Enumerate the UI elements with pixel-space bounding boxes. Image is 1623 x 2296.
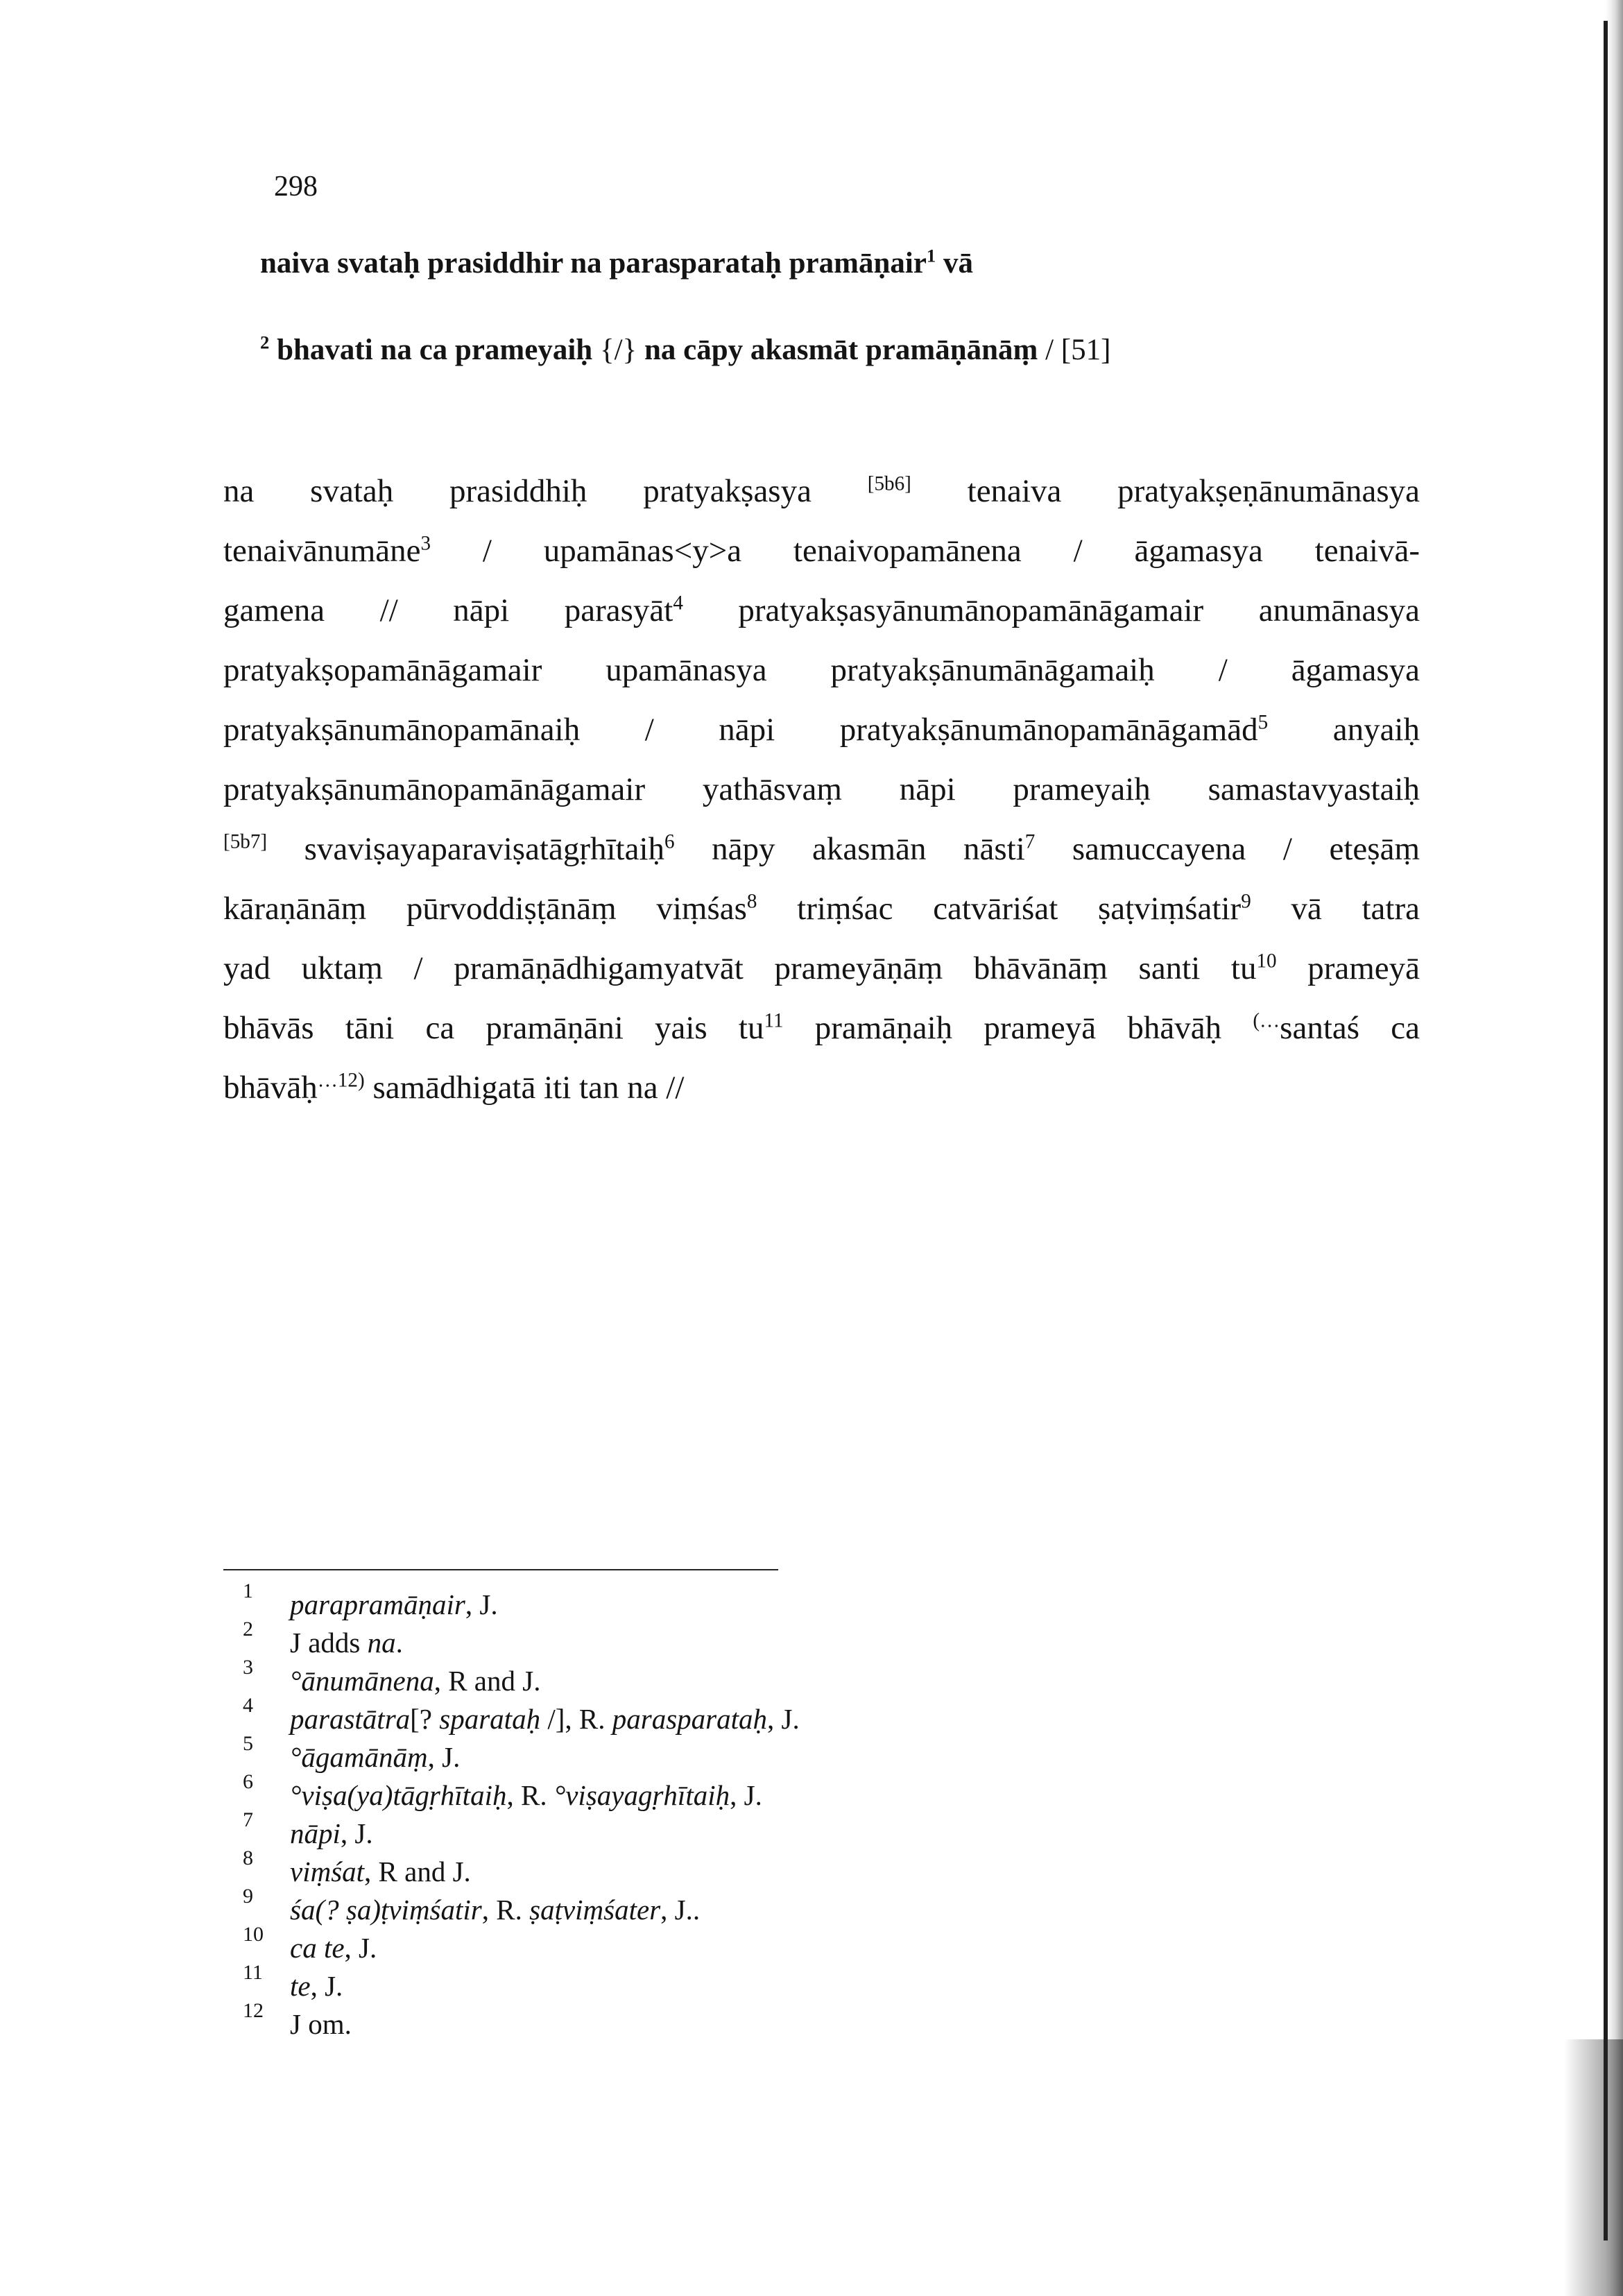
commentary-paragraph xyxy=(223,461,1420,1117)
footnote-marker: 10 xyxy=(1256,950,1277,973)
folio-marker: [5b6] xyxy=(867,472,911,495)
commentary-line: yad uktaṃ / pramāṇādhigamyatvāt prameyāṇāṃ bhāvānāṃ santi $tu^{10}$ prameyā xyxy=(223,950,1420,986)
footnote: 1 parapramāṇair, J. xyxy=(243,1582,1214,1620)
commentary-line: bhāvās tāni ca pramāṇāni yais $tu^{11}$ pramāṇaiḥ prameyā bhāvāḥ (…santaś ca xyxy=(223,1009,1420,1046)
commentary-line: bhāvāḥ$^{\dots 12)}$ samādhigatā iti tan na // xyxy=(223,1069,685,1106)
footnote: 4 parastātra[? sparataḥ /], R. parasparataḥ, J. xyxy=(243,1696,1214,1734)
commentary-line: [5b7] svaviṣayaparaviṣatāgṛhītaiḥ$^6$ nāpy akasmān nāsti$^7$ samuccayena / eteṣāṃ xyxy=(223,830,1420,867)
footnote-number: 10 xyxy=(243,1923,264,1946)
commentary-line: pratyakṣānumānopamānaiḥ / nāpi pratyakṣānumānopamānāgamād$^5$ anyaiḥ xyxy=(223,711,1420,748)
commentary-line: pratyakṣānumānopamānāgamair yathāsvaṃ nāpi prameyaiḥ samastavyastaiḥ xyxy=(223,771,1420,807)
verse-text: na cāpy akasmāt pramāṇānāṃ xyxy=(637,334,1046,366)
footnote-number: 3 xyxy=(243,1656,253,1679)
footnote-number: 9 xyxy=(243,1885,253,1908)
verse-text: naiva svataḥ prasiddhir na parasparataḥ pramāṇair xyxy=(260,247,927,280)
footnote-number: 11 xyxy=(243,1961,263,1984)
commentary-line: tenaivānumāne$^3$ / upamānas<y>a tenaivopamānena / āgamasya tenaivā- xyxy=(223,532,1420,569)
footnote-marker: 2 xyxy=(260,332,270,353)
footnote-marker: 11 xyxy=(764,1009,784,1032)
footnote-marker: 8 xyxy=(746,890,757,913)
footnote-number: 12 xyxy=(243,1999,264,2022)
page-corner-shadow xyxy=(1564,2039,1623,2296)
footnote-marker: 3 xyxy=(420,532,431,555)
commentary-line: na svataḥ prasiddhiḥ pratyakṣasya [5b6] tenaiva pratyakṣeṇānumānasya xyxy=(223,472,1420,509)
footnote-marker: 6 xyxy=(664,830,675,853)
page-edge-line xyxy=(1604,21,1608,2241)
commentary-line: pratyakṣopamānāgamair upamānasya pratyakṣānumānāgamaiḥ / āgamasya xyxy=(223,652,1420,688)
footnote: 5 °āgamānāṃ, J. xyxy=(243,1734,1214,1772)
commentary-line: gamena // nāpi parasyāt$^4$ pratyakṣasyānumānopamānāgamair anumānasya xyxy=(223,592,1420,628)
footnote-marker: (… xyxy=(1253,1009,1280,1032)
footnote-number: 4 xyxy=(243,1694,253,1717)
footnote-number: 5 xyxy=(243,1732,253,1755)
footnote-marker: 9 xyxy=(1241,890,1251,913)
footnote-separator xyxy=(223,1569,778,1570)
footnote-marker: …12) xyxy=(317,1069,365,1092)
verse-text: bhavati na ca prameyaiḥ xyxy=(269,334,600,366)
verse-number: / [51] xyxy=(1045,334,1111,366)
verse-text: vā xyxy=(936,247,973,280)
footnote-marker: 5 xyxy=(1257,711,1269,734)
footnote-number: 2 xyxy=(243,1618,253,1640)
footnote: 12 J om. xyxy=(243,2001,1214,2039)
footnote: 11 te, J. xyxy=(243,1963,1214,2001)
footnote: 6 °viṣa(ya)tāgṛhītaiḥ, R. °viṣayagṛhītaiḥ, J. xyxy=(243,1772,1214,1810)
footnote: 3 °ānumānena, R and J. xyxy=(243,1658,1214,1696)
footnote-marker: 4 xyxy=(673,592,683,615)
commentary-line: kāraṇānāṃ pūrvoddiṣṭānāṃ viṃśas$^8$ triṃśac catvāriśat ṣaṭviṃśatir$^9$ vā tatra xyxy=(223,890,1420,927)
footnote-marker: 1 xyxy=(926,245,936,266)
footnote-number: 6 xyxy=(243,1770,253,1793)
folio-marker: [5b7] xyxy=(223,830,268,853)
editorial-bracket: {/} xyxy=(599,334,637,366)
footnotes xyxy=(243,1579,1214,2040)
footnote: 10 ca te, J. xyxy=(243,1925,1214,1963)
footnote: 7 nāpi, J. xyxy=(243,1810,1214,1849)
verse-line-2 xyxy=(260,333,1110,367)
footnote-number: 1 xyxy=(243,1579,253,1602)
page-number: 298 xyxy=(274,171,318,203)
verse-line-1 xyxy=(260,246,973,280)
footnote: 9 śa(? ṣa)ṭviṃśatir, R. ṣaṭviṃśater, J.. xyxy=(243,1887,1214,1925)
footnote: 2 J adds na. xyxy=(243,1620,1214,1658)
footnote-number: 7 xyxy=(243,1808,253,1831)
footnote-number: 8 xyxy=(243,1847,253,1869)
footnote: 8 viṃśat, R and J. xyxy=(243,1849,1214,1887)
footnote-marker: 7 xyxy=(1024,830,1036,853)
